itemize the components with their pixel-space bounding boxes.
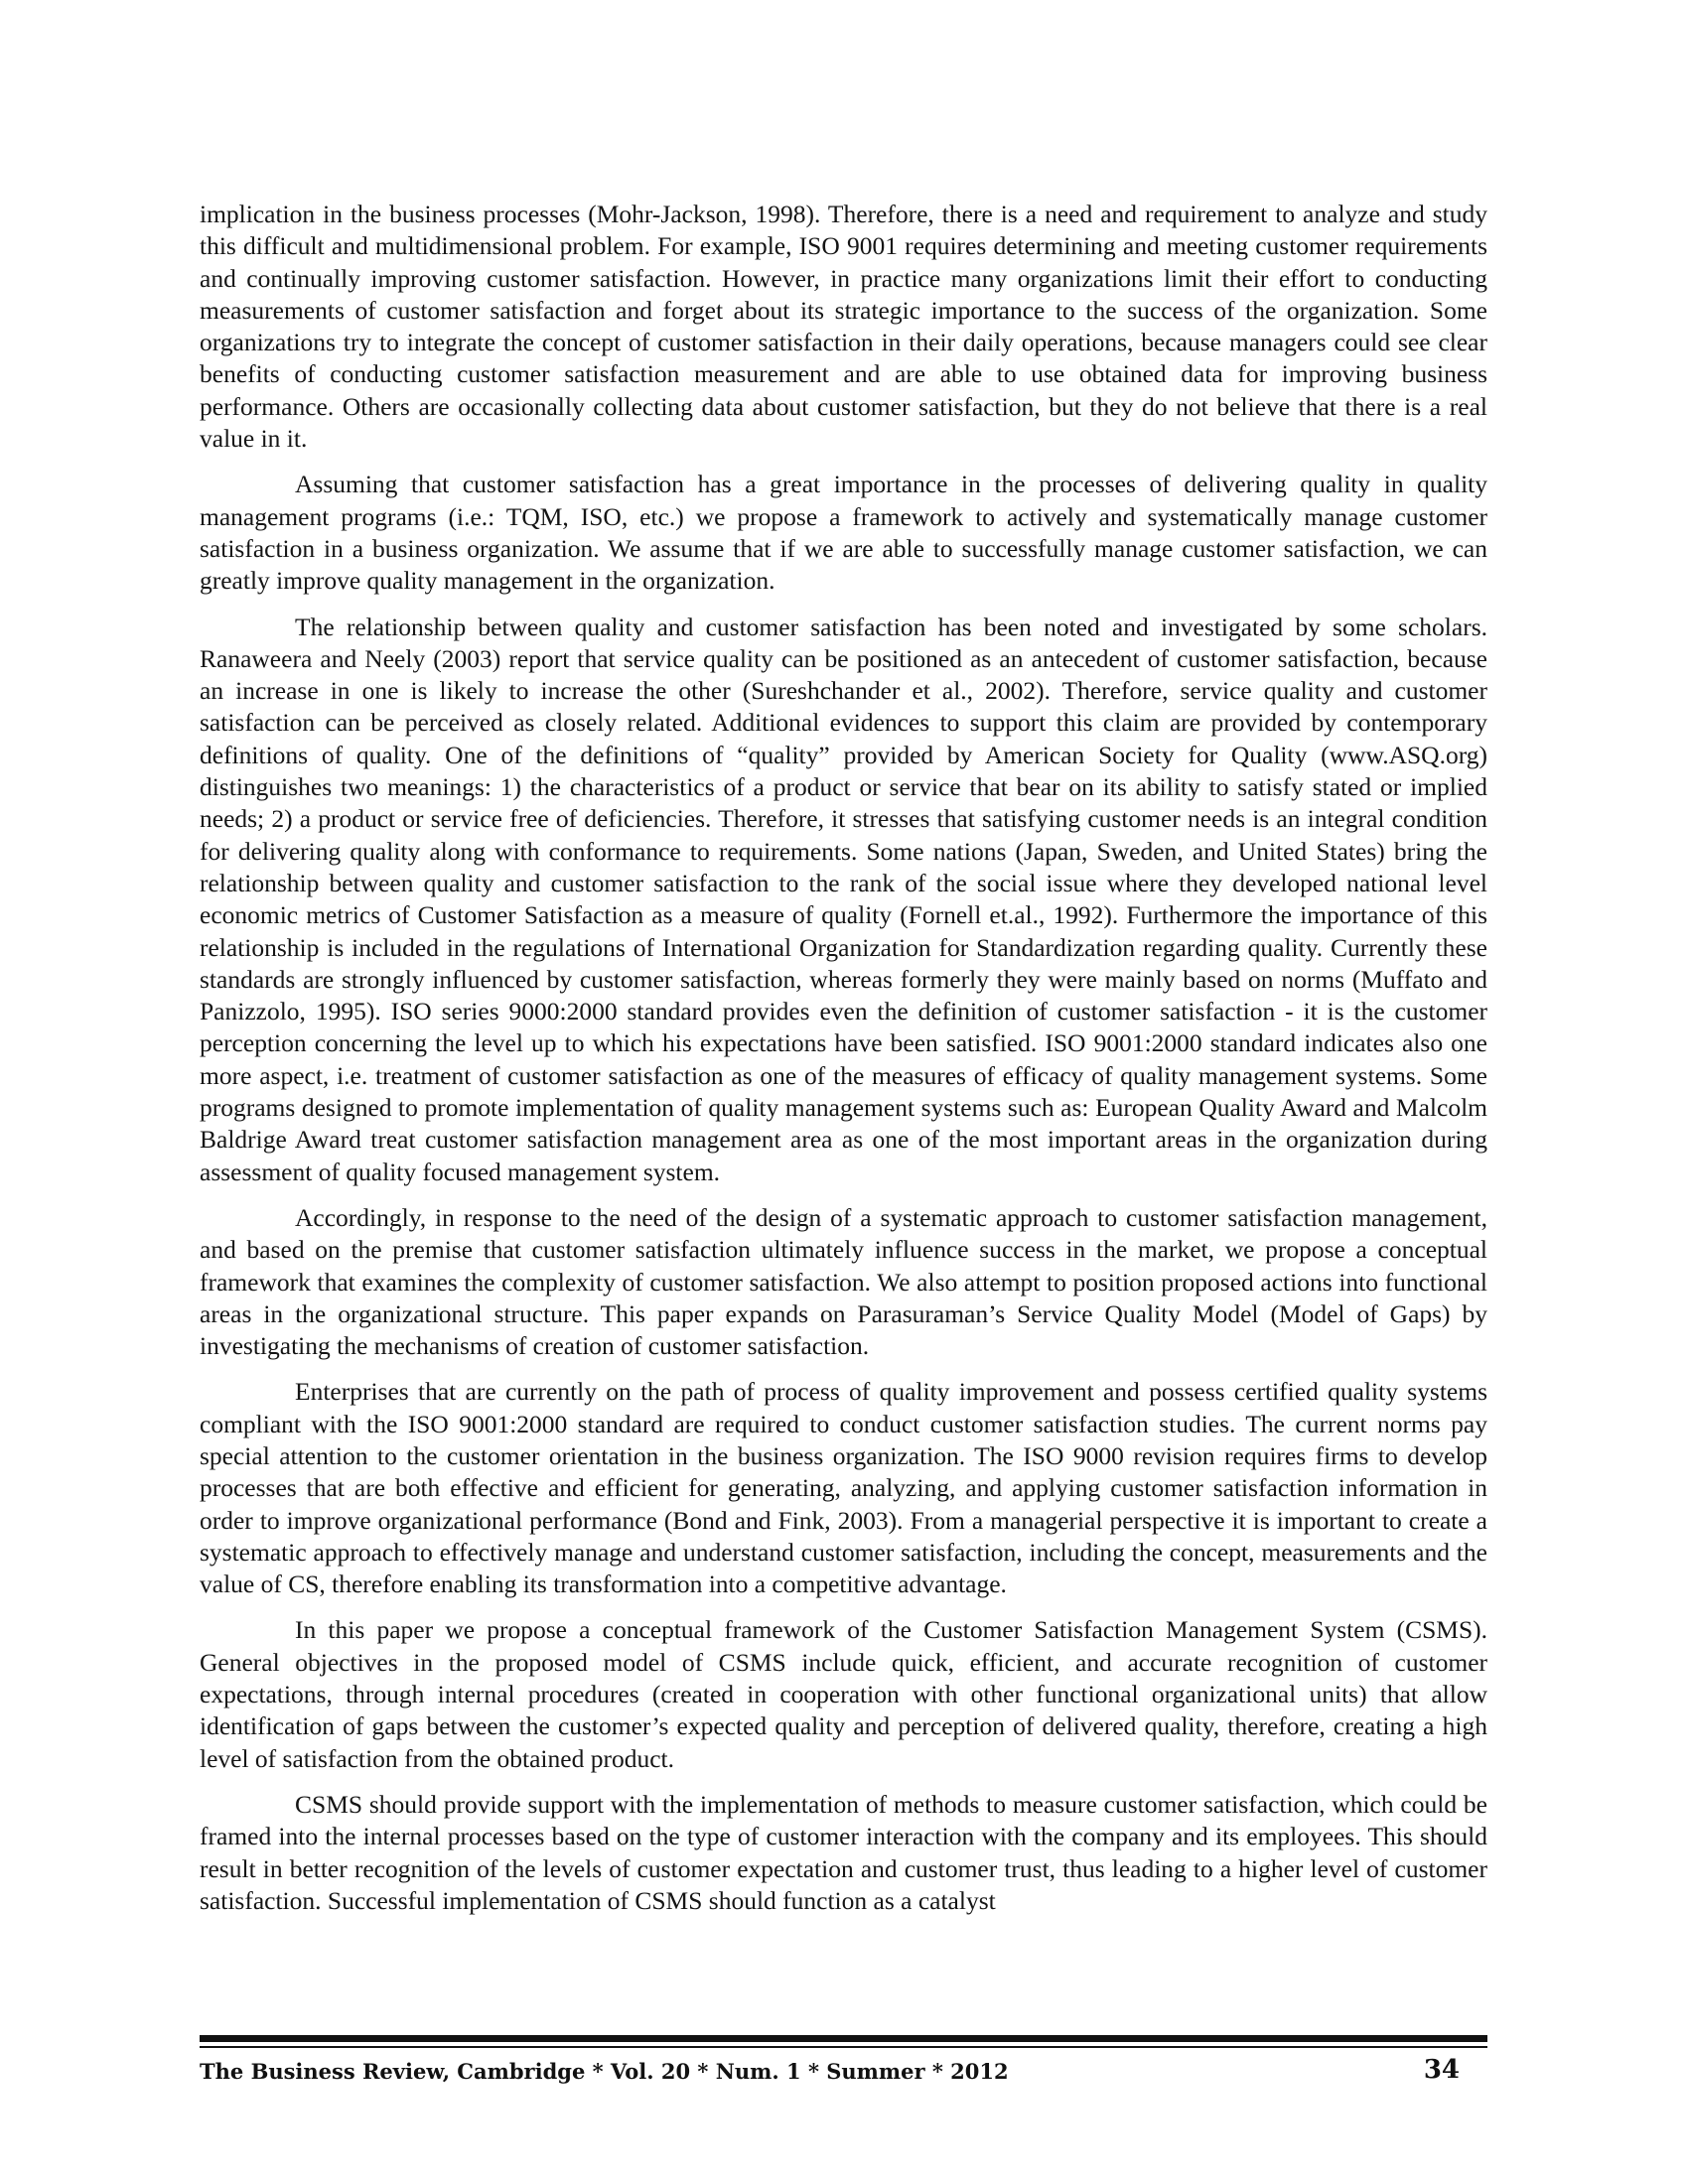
body-text <box>200 199 1487 1931</box>
footer-journal-citation: The Business Review, Cambridge * Vol. 20 * Num. 1 * Summer * 2012 <box>200 2059 1009 2084</box>
page-number: 34 <box>1423 2055 1460 2085</box>
paragraph: The relationship between quality and customer satisfaction has been noted and investigated by some scholars. Ranaweera and Neely (2003) report that service quality can be positioned as an antecedent of customer satisfaction, because an increase in one is likely to increase the other (Sureshchander et al., 2002). Therefore, service quality and customer satisfaction can be perceived as closely related. Additional evidences to support this claim are provided by contemporary definitions of quality. One of the definitions of “quality” provided by American Society for Quality (www.ASQ.org) distinguishes two meanings: 1) the characteristics of a product or service that bear on its ability to satisfy stated or implied needs; 2) a product or service free of deficiencies. Therefore, it stresses that satisfying customer needs is an integral condition for delivering quality along with conformance to requirements. Some nations (Japan, Sweden, and United States) bring the relationship between quality and customer satisfaction to the rank of the social issue where they developed national level economic metrics of Customer Satisfaction as a measure of quality (Fornell et.al., 1992). Furthermore the importance of this relationship is included in the regulations of International Organization for Standardization regarding quality. Currently these standards are strongly influenced by customer satisfaction, whereas formerly they were mainly based on norms (Muffato and Panizzolo, 1995). ISO series 9000:2000 standard provides even the definition of customer satisfaction - it is the customer perception concerning the level up to which his expectations have been satisfied. ISO 9001:2000 standard indicates also one more aspect, i.e. treatment of customer satisfaction as one of the measures of efficacy of quality management systems. Some programs designed to promote implementation of quality management systems such as: European Quality Award and Malcolm Baldrige Award treat customer satisfaction management area as one of the most important areas in the organization during assessment of quality focused management system. <box>200 612 1487 1186</box>
paragraph: Assuming that customer satisfaction has a great importance in the processes of delivering quality in quality management programs (i.e.: TQM, ISO, etc.) we propose a framework to actively and systematically manage customer satisfaction in a business organization. We assume that if we are able to successfully manage customer satisfaction, we can greatly improve quality management in the organization. <box>200 470 1487 596</box>
paragraph: CSMS should provide support with the implementation of methods to measure customer satisfaction, which could be framed into the internal processes based on the type of customer interaction with the company and its employees. This should result in better recognition of the levels of customer expectation and customer trust, thus leading to a higher level of customer satisfaction. Successful implementation of CSMS should function as a catalyst <box>200 1789 1487 1915</box>
paragraph: Enterprises that are currently on the path of process of quality improvement and possess certified quality systems compliant with the ISO 9001:2000 standard are required to conduct customer satisfaction studies. The current norms pay special attention to the customer orientation in the business organization. The ISO 9000 revision requires firms to develop processes that are both effective and efficient for generating, analyzing, and applying customer satisfaction information in order to improve organizational performance (Bond and Fink, 2003). From a managerial perspective it is important to create a systematic approach to effectively manage and understand customer satisfaction, including the concept, measurements and the value of CS, therefore enabling its transformation into a competitive advantage. <box>200 1377 1487 1599</box>
footer-rule-thin <box>200 2046 1487 2048</box>
paragraph: implication in the business processes (Mohr-Jackson, 1998). Therefore, there is a need and requirement to analyze and study this difficult and multidimensional problem. For example, ISO 9001 requires determining and meeting customer requirements and continually improving customer satisfaction. However, in practice many organizations limit their effort to conducting measurements of customer satisfaction and forget about its strategic importance to the success of the organization. Some organizations try to integrate the concept of customer satisfaction in their daily operations, because managers could see clear benefits of conducting customer satisfaction measurement and are able to use obtained data for improving business performance. Others are occasionally collecting data about customer satisfaction, but they do not believe that there is a real value in it. <box>200 200 1487 454</box>
paragraph: Accordingly, in response to the need of the design of a systematic approach to customer satisfaction management, and based on the premise that customer satisfaction ultimately influence success in the market, we propose a conceptual framework that examines the complexity of customer satisfaction. We also attempt to position proposed actions into functional areas in the organizational structure. This paper expands on Parasuraman’s Service Quality Model (Model of Gaps) by investigating the mechanisms of creation of customer satisfaction. <box>200 1202 1487 1361</box>
paragraph: In this paper we propose a conceptual framework of the Customer Satisfaction Management System (CSMS). General objectives in the proposed model of CSMS include quick, efficient, and accurate recognition of customer expectations, through internal procedures (created in cooperation with other functional organizational units) that allow identification of gaps between the customer’s expected quality and perception of delivered quality, therefore, creating a high level of satisfaction from the obtained product. <box>200 1615 1487 1773</box>
footer-rule-thick <box>200 2035 1487 2042</box>
